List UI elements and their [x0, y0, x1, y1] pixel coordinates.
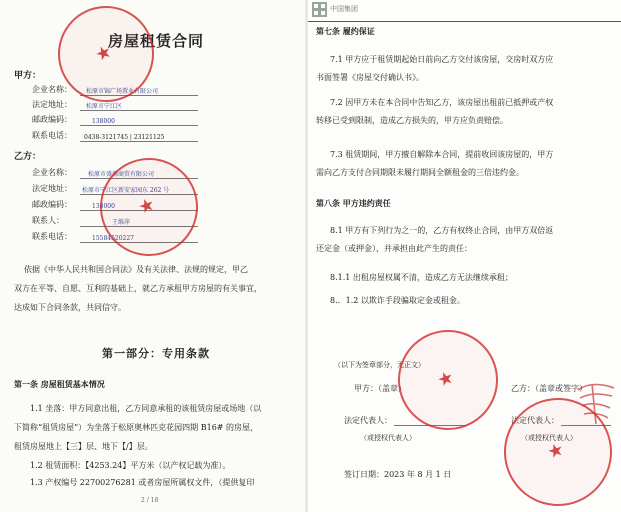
company-logo-icon — [312, 2, 327, 17]
company-seal-b: ★ — [86, 144, 212, 270]
party-b-address-label: 法定地址： — [32, 184, 72, 193]
party-b-phone-value: 15584520227 — [92, 235, 134, 242]
article-1-line-3: 租赁房屋地上【三】层、地下【/】层。 — [14, 442, 153, 451]
contract-page-right — [308, 0, 621, 512]
sign-a-authorized: （或授权代表人） — [360, 434, 416, 442]
party-a-phone-value: 0438-3121745 | 23121125 — [84, 134, 165, 141]
article-8-heading: 第八条 甲方违约责任 — [316, 198, 391, 208]
article-1-line-2: 下简称“租赁房屋”）为坐落于松原奥林匹克花园四期 B16# 的房屋， — [14, 423, 259, 432]
sign-b-legal-rep: 法定代表人： — [511, 416, 559, 425]
clause-7-3-line-2: 需向乙方支付合同期限未履行期间全额租金的三倍违约金。 — [316, 168, 524, 177]
party-b-label: 乙方： — [14, 152, 42, 162]
sign-a-legal-rep: 法定代表人： — [344, 416, 392, 425]
page-title: 房屋租赁合同 — [108, 32, 205, 50]
clause-8-1-1: 8.1.1 出租房屋权属不清，造成乙方无法继续承租； — [330, 273, 513, 282]
company-seal-c: ★ — [384, 316, 512, 444]
sign-party-b: 乙方：（盖章或签字） — [511, 384, 587, 393]
page-number: 2 / 18 — [141, 497, 159, 504]
clause-8-1-2: 8.．1.2 以欺诈手段骗取定金或租金。 — [330, 296, 465, 305]
contract-page-left — [0, 0, 306, 512]
party-b-contact-value: 王维萍 — [112, 219, 131, 226]
party-a-phone-label: 联系电话： — [32, 131, 72, 140]
sign-date: 签订日期：2023 年 8 月 1 日 — [344, 470, 452, 479]
sign-party-a: 甲方：（盖章） — [354, 384, 406, 393]
party-a-postcode-value: 138000 — [92, 118, 115, 125]
party-b-postcode-value: 138000 — [92, 203, 115, 210]
company-seal-a: ★ — [43, 0, 170, 117]
party-a-postcode-label: 邮政编码： — [32, 115, 72, 124]
handwritten-signature — [574, 380, 618, 430]
party-a-company-label: 企业名称： — [32, 85, 72, 94]
article-1-line-4: 1.2 租赁面积：【4253.24】平方米（以产权记载为准）。 — [30, 461, 231, 470]
party-b-postcode-label: 邮政编码： — [32, 200, 72, 209]
party-b-company-value: 松原市盛源商贸有限公司 — [88, 171, 155, 178]
clause-8-1-line-1: 8.1 甲方有下列行为之一的，乙方有权终止合同，由甲方双倍返 — [330, 226, 554, 235]
party-a-company-value: 松原市锦广场置业有限公司 — [86, 88, 159, 95]
clause-7-2-line-2: 转移已受到限制，造成乙方损失的，甲方应负责赔偿。 — [316, 116, 508, 125]
party-a-address-value: 松原市宁江区 — [86, 103, 123, 110]
sign-b-authorized: （或授权代表人） — [521, 434, 577, 442]
preamble-line-1: 依据《中华人民共和国合同法》及有关法律、法规的规定，甲乙 — [24, 265, 248, 274]
party-b-company-label: 企业名称： — [32, 168, 72, 177]
company-seal-d: ★ — [490, 384, 621, 512]
party-a-label: 甲方： — [14, 71, 42, 81]
clause-7-2-line-1: 7.2 因甲方未在本合同中告知乙方，该房屋出租前已抵押或产权 — [330, 98, 554, 107]
party-a-address-label: 法定地址： — [32, 100, 72, 109]
article-7-heading: 第七条 履约保证 — [316, 26, 375, 36]
party-b-contact-label: 联系人： — [32, 216, 64, 225]
article-1-heading: 第一条 房屋租赁基本情况 — [14, 379, 105, 389]
clause-7-1-line-2: 书面签署《房屋交付确认书》。 — [316, 73, 424, 82]
article-1-line-1: 1.1 坐落：甲方同意出租，乙方同意承租的该租赁房屋或场地（以 — [30, 404, 262, 413]
clause-7-1-line-1: 7.1 甲方应于租赁期起始日前向乙方交付该房屋，交房时双方应 — [330, 55, 554, 64]
clause-7-3-line-1: 7.3 租赁期间，甲方擅自解除本合同，提前收回该房屋的，甲方 — [330, 150, 554, 159]
article-1-line-5: 1.3 产权编号 22700276281 或者房屋所属权文件，（提供复印 — [30, 478, 255, 487]
sign-note: （以下为签章部分，无正文） — [334, 361, 425, 369]
clause-8-1-line-2: 还定金（或押金），并承担由此产生的责任： — [316, 244, 472, 253]
part-heading: 第一部分：专用条款 — [102, 347, 210, 360]
preamble-line-2: 双方在平等、自愿、互利的基础上，就乙方承租甲方房屋的有关事宜， — [14, 284, 262, 293]
party-b-phone-label: 联系电话： — [32, 232, 72, 241]
preamble-line-3: 达成如下合同条款，共同信守。 — [14, 303, 126, 312]
party-b-address-value: 松原市宁江区新安家园东 262 号 — [82, 187, 170, 194]
company-logo-text: 中国集团 — [330, 5, 358, 13]
